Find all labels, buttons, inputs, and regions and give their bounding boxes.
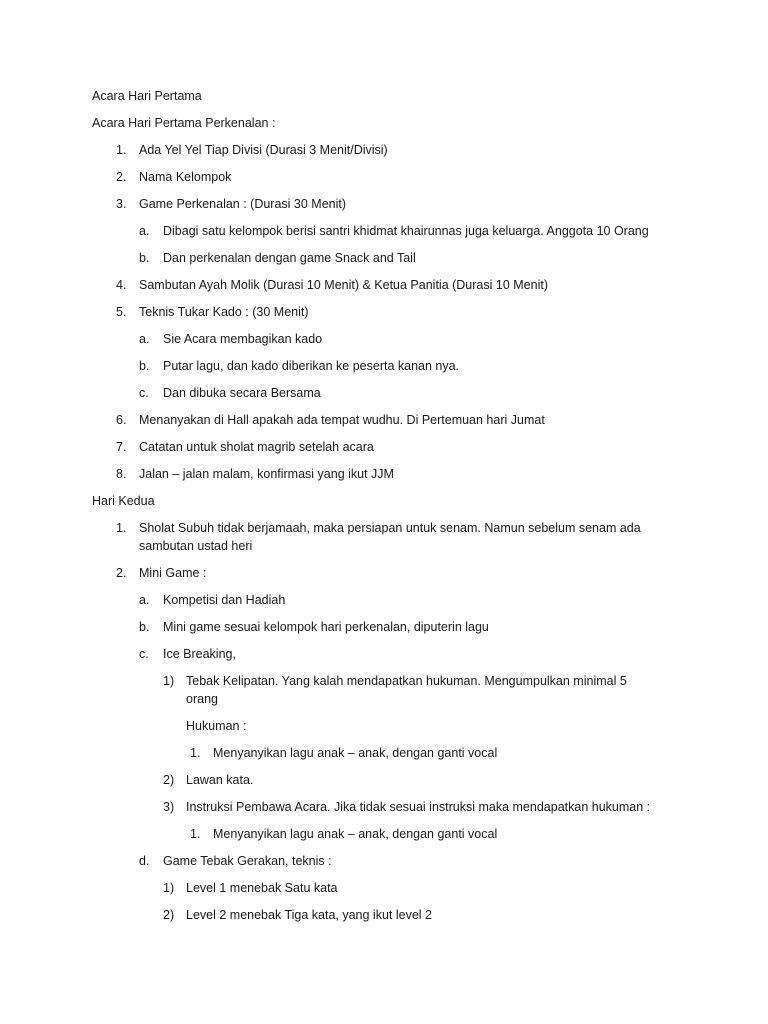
list-item-continuation: sambutan ustad heri: [139, 539, 253, 553]
list-item: Sambutan Ayah Molik (Durasi 10 Menit) & Ketua Panitia (Durasi 10 Menit): [139, 278, 548, 292]
heading-day1: Acara Hari Pertama: [92, 89, 202, 103]
subsublist-item: Level 2 menebak Tiga kata, yang ikut level 2: [186, 908, 432, 922]
list-item: Teknis Tukar Kado : (30 Menit): [139, 305, 309, 319]
list-item: Nama Kelompok: [139, 170, 232, 184]
subsublist-item: Level 1 menebak Satu kata: [186, 881, 338, 895]
list-number: 1.: [116, 143, 127, 157]
sublist-letter: b.: [139, 359, 150, 373]
sublist-item: Kompetisi dan Hadiah: [163, 593, 286, 607]
list-item: Ada Yel Yel Tiap Divisi (Durasi 3 Menit/Divisi): [139, 143, 388, 157]
subsublist-item: Tebak Kelipatan. Yang kalah mendapatkan hukuman. Mengumpulkan minimal 5: [186, 674, 627, 688]
list-item: Jalan – jalan malam, konfirmasi yang ikut JJM: [139, 467, 394, 481]
list-number: 7.: [116, 440, 127, 454]
sublist-letter: c.: [139, 386, 149, 400]
subsublist-item: Instruksi Pembawa Acara. Jika tidak sesuai instruksi maka mendapatkan hukuman :: [186, 800, 651, 814]
list-item: Mini Game :: [139, 566, 207, 580]
sublist-letter: b.: [139, 251, 150, 265]
list-item: Sholat Subuh tidak berjamaah, maka persiapan untuk senam. Namun sebelum senam ada: [139, 521, 641, 535]
subsublist-number: 2): [163, 908, 175, 922]
heading-day2: Hari Kedua: [92, 494, 155, 508]
sublist-item: Sie Acara membagikan kado: [163, 332, 323, 346]
subsublist-number: 1): [163, 881, 175, 895]
list-number: 8.: [116, 467, 127, 481]
sublist-item: Dan perkenalan dengan game Snack and Tail: [163, 251, 416, 265]
sublist-item: Game Tebak Gerakan, teknis :: [163, 854, 332, 868]
sublist-item: Dan dibuka secara Bersama: [163, 386, 321, 400]
hukuman-number: 1.: [190, 746, 201, 760]
sublist-item: Ice Breaking,: [163, 647, 236, 661]
hukuman-item: Menyanyikan lagu anak – anak, dengan ganti vocal: [213, 827, 498, 841]
subsublist-number: 1): [163, 674, 175, 688]
hukuman-label: Hukuman :: [186, 719, 247, 733]
sublist-item: Dibagi satu kelompok berisi santri khidmat khairunnas juga keluarga. Anggota 10 Orang: [163, 224, 649, 238]
subsublist-number: 3): [163, 800, 175, 814]
sublist-letter: a.: [139, 593, 150, 607]
sublist-item: Mini game sesuai kelompok hari perkenalan, diputerin lagu: [163, 620, 489, 634]
list-number: 5.: [116, 305, 127, 319]
heading-day1-intro: Acara Hari Pertama Perkenalan :: [92, 116, 276, 130]
sublist-letter: a.: [139, 224, 150, 238]
list-item: Menanyakan di Hall apakah ada tempat wudhu. Di Pertemuan hari Jumat: [139, 413, 545, 427]
list-number: 4.: [116, 278, 127, 292]
list-item: Catatan untuk sholat magrib setelah acara: [139, 440, 374, 454]
subsublist-item: Lawan kata.: [186, 773, 254, 787]
list-number: 2.: [116, 170, 127, 184]
list-number: 3.: [116, 197, 127, 211]
sublist-letter: b.: [139, 620, 150, 634]
subsublist-number: 2): [163, 773, 175, 787]
list-number: 6.: [116, 413, 127, 427]
hukuman-number: 1.: [190, 827, 201, 841]
list-number: 2.: [116, 566, 127, 580]
list-item: Game Perkenalan : (Durasi 30 Menit): [139, 197, 347, 211]
sublist-letter: d.: [139, 854, 150, 868]
sublist-letter: c.: [139, 647, 149, 661]
subsublist-item-continuation: orang: [186, 692, 218, 706]
hukuman-item: Menyanyikan lagu anak – anak, dengan ganti vocal: [213, 746, 498, 760]
list-number: 1.: [116, 521, 127, 535]
sublist-letter: a.: [139, 332, 150, 346]
sublist-item: Putar lagu, dan kado diberikan ke peserta kanan nya.: [163, 359, 460, 373]
